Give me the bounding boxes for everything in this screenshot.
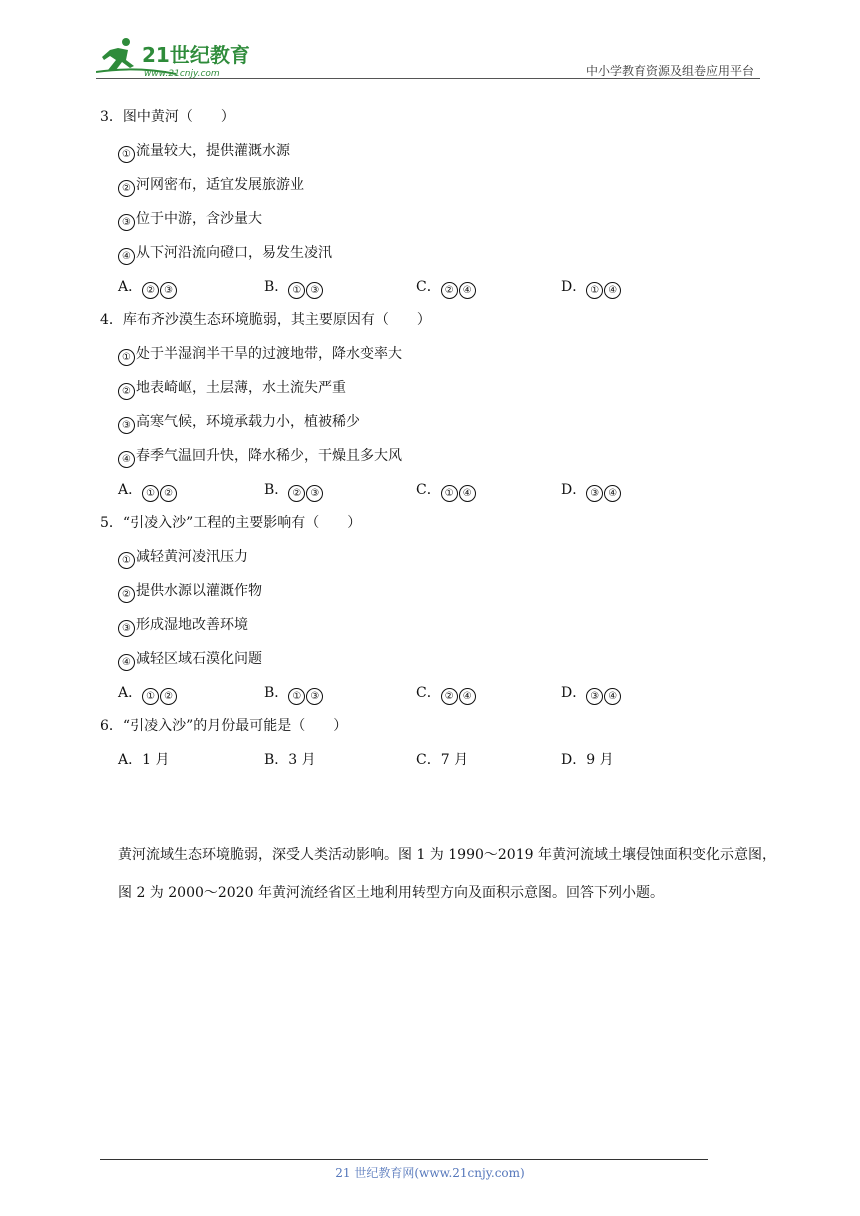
question-6-stem: 6．“引凌入沙”的月份最可能是（ ） bbox=[100, 718, 348, 734]
question-3-statement-2: ② 河网密布，适宜发展旅游业 bbox=[118, 174, 304, 197]
logo bbox=[96, 36, 266, 80]
logo-text: 21世纪教育 bbox=[142, 43, 250, 67]
question-3-stem: 3．图中黄河（ ） bbox=[100, 109, 235, 125]
header-divider bbox=[96, 78, 760, 79]
question-3-statement-1: ① 流量较大，提供灌溉水源 bbox=[118, 140, 290, 163]
question-5-choice-c[interactable]: C． ② ④ bbox=[416, 682, 477, 705]
question-4-stem: 4．库布齐沙漠生态环境脆弱，其主要原因有（ ） bbox=[100, 312, 431, 328]
footer-divider bbox=[100, 1159, 708, 1160]
question-4-choice-b[interactable]: B． ② ③ bbox=[264, 479, 324, 502]
question-4-choice-c[interactable]: C． ① ④ bbox=[416, 479, 477, 502]
question-4-statement-3: ③ 高寒气候，环境承载力小，植被稀少 bbox=[118, 411, 360, 434]
question-3-statement-3: ③ 位于中游，含沙量大 bbox=[118, 208, 262, 231]
question-5-statement-2: ② 提供水源以灌溉作物 bbox=[118, 580, 262, 603]
question-6-choice-a[interactable]: A．1 月 bbox=[118, 752, 170, 768]
page-header bbox=[96, 30, 760, 80]
question-3-statement-4: ④ 从下河沿流向磴口，易发生凌汛 bbox=[118, 242, 332, 265]
circled-4: ④ bbox=[118, 248, 135, 265]
question-3-choice-c[interactable]: C． ② ④ bbox=[416, 276, 477, 299]
circled-3: ③ bbox=[118, 214, 135, 231]
question-6-choice-d[interactable]: D．9 月 bbox=[561, 752, 614, 768]
question-4-choice-d[interactable]: D． ③ ④ bbox=[561, 479, 622, 502]
question-4-choice-a[interactable]: A． ① ② bbox=[118, 479, 178, 502]
question-5-choice-b[interactable]: B． ① ③ bbox=[264, 682, 324, 705]
question-5-statement-1: ① 减轻黄河凌汛压力 bbox=[118, 546, 248, 569]
question-5-statement-3: ③ 形成湿地改善环境 bbox=[118, 614, 248, 637]
reading-passage: 黄河流域生态环境脆弱，深受人类活动影响。图 1 为 1990～2019 年黄河流域土壤侵蚀面积变化示意图，图 2 为 2000～2020 年黄河流经省区土地利用转型方向及面积示意图。回答下列小题。 bbox=[118, 847, 776, 901]
question-5-statement-4: ④ 减轻区域石漠化问题 bbox=[118, 648, 262, 671]
question-3-choice-a[interactable]: A． ② ③ bbox=[118, 276, 178, 299]
question-4-statement-2: ② 地表崎岖，土层薄，水土流失严重 bbox=[118, 377, 346, 400]
question-6-choice-c[interactable]: C．7 月 bbox=[416, 752, 469, 768]
question-4-statement-1: ① 处于半湿润半干旱的过渡地带，降水变率大 bbox=[118, 343, 402, 366]
question-5-stem: 5．“引凌入沙”工程的主要影响有（ ） bbox=[100, 515, 362, 531]
logo-url: www.21cnjy.com bbox=[144, 69, 220, 79]
header-platform-text: 中小学教育资源及组卷应用平台 bbox=[585, 64, 754, 78]
circled-1: ① bbox=[118, 146, 135, 163]
question-5-choice-a[interactable]: A． ① ② bbox=[118, 682, 178, 705]
question-6-choice-b[interactable]: B．3 月 bbox=[264, 752, 316, 768]
question-4-statement-4: ④ 春季气温回升快，降水稀少，干燥且多大风 bbox=[118, 445, 402, 468]
footer-source-link[interactable]: 21 世纪教育网(www.21cnjy.com) bbox=[335, 1166, 525, 1180]
question-3-choice-d[interactable]: D． ① ④ bbox=[561, 276, 622, 299]
circled-2: ② bbox=[118, 180, 135, 197]
question-5-choice-d[interactable]: D． ③ ④ bbox=[561, 682, 622, 705]
question-3-choice-b[interactable]: B． ① ③ bbox=[264, 276, 324, 299]
